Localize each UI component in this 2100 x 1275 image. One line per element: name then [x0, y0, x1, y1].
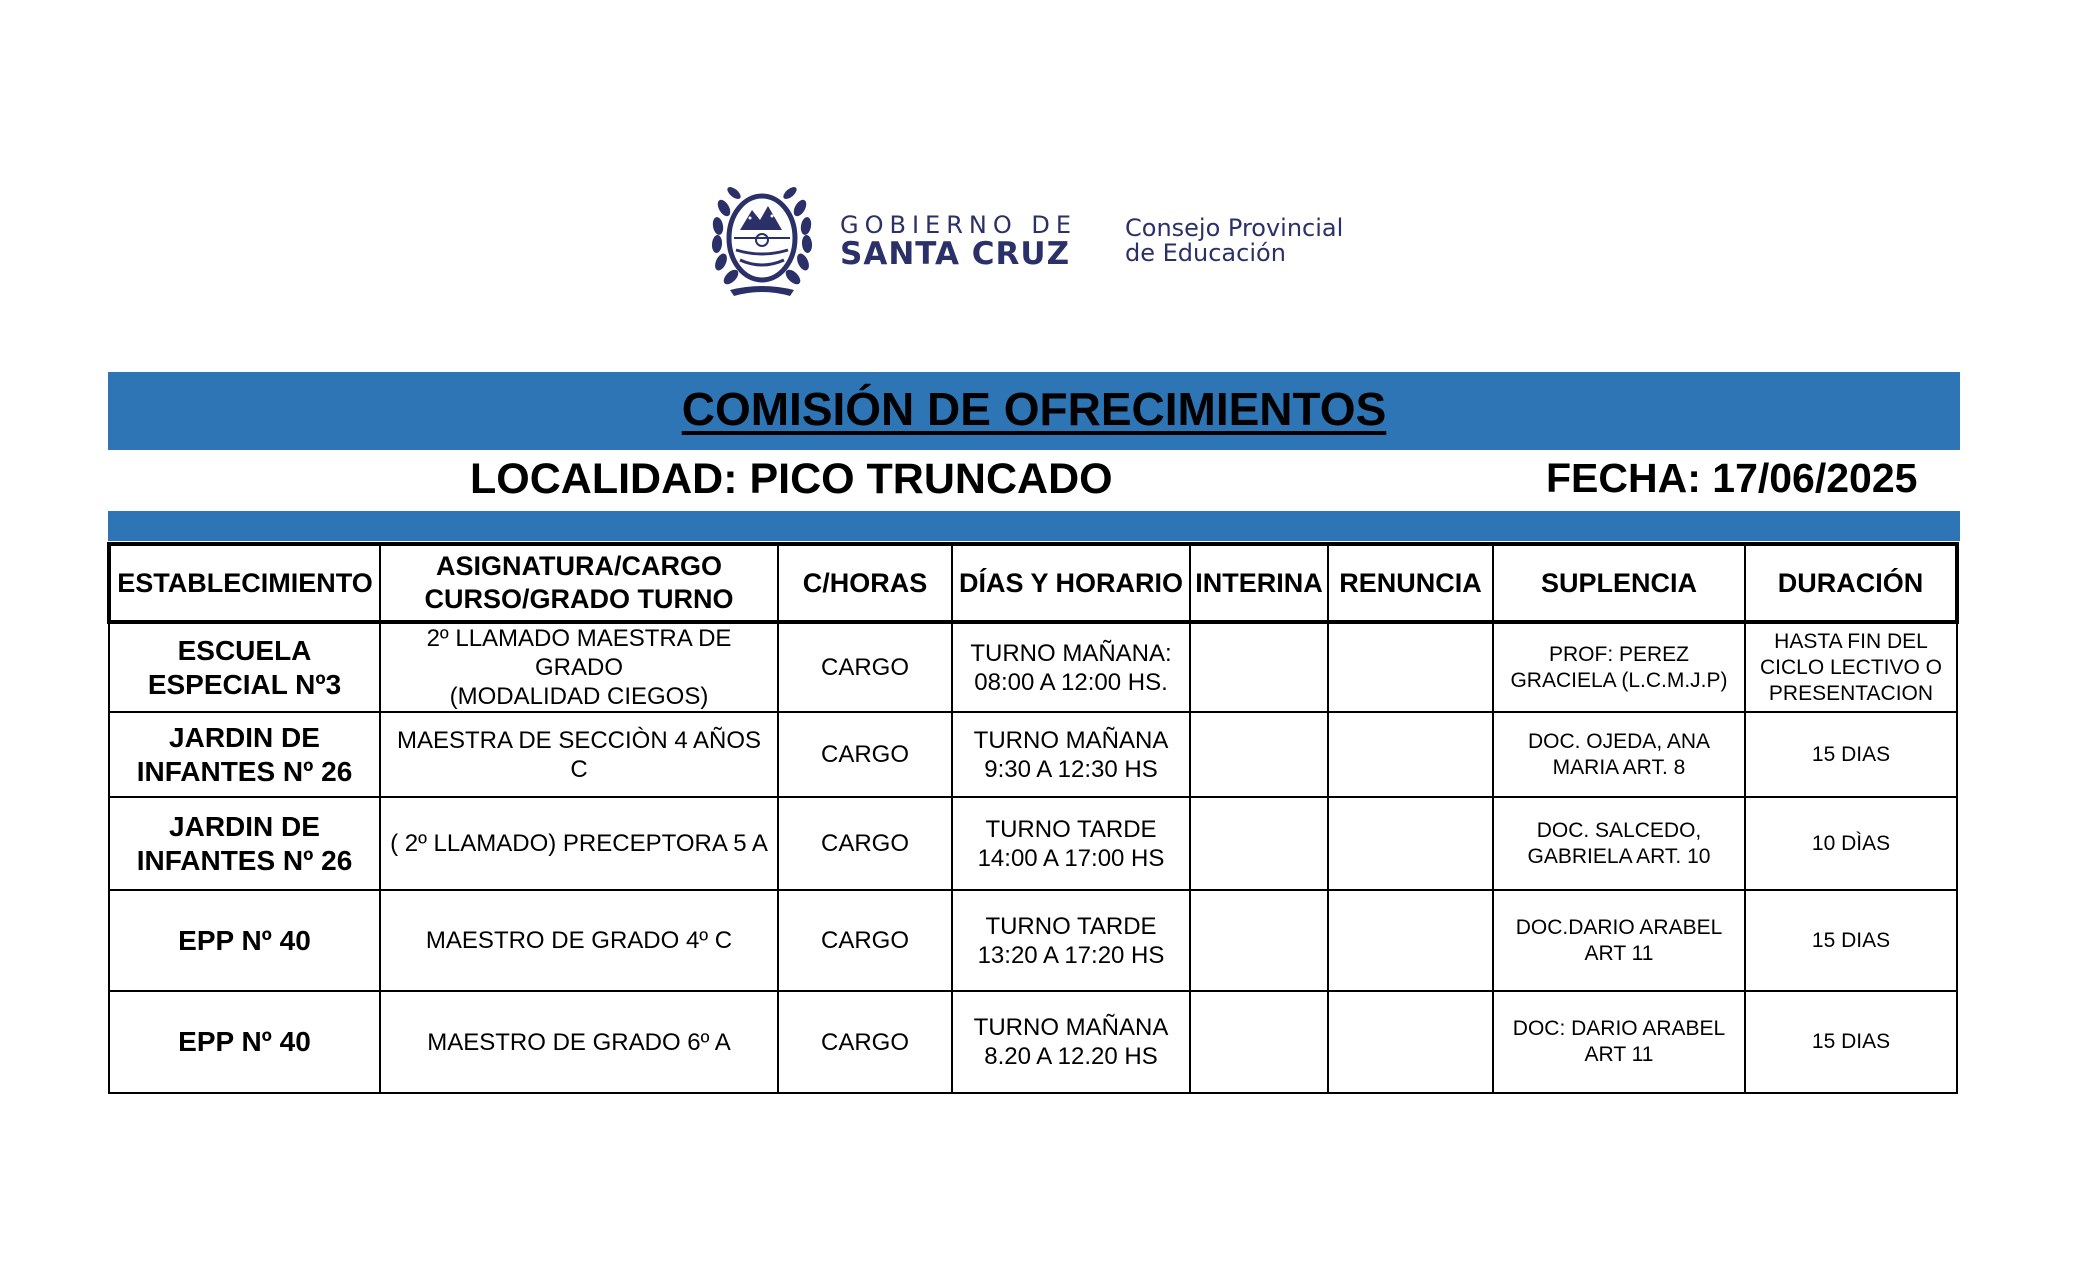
gobierno-line2: SANTA CRUZ: [840, 236, 1071, 272]
cell-choras: CARGO: [778, 890, 952, 991]
suplencia-line1: DOC. SALCEDO,: [1536, 818, 1702, 842]
cell-duracion: 15 DIAS: [1745, 991, 1957, 1093]
header-duracion: DURACIÓN: [1745, 544, 1957, 622]
cell-interina: [1190, 622, 1328, 712]
cell-choras: CARGO: [778, 797, 952, 890]
fecha-label: FECHA: 17/06/2025: [1546, 455, 1918, 501]
cell-asignatura: [380, 622, 778, 712]
dias-line1: TURNO MAÑANA: [973, 726, 1169, 754]
establecimiento-line1: JARDIN DE: [169, 721, 320, 753]
cell-establecimiento: [109, 797, 380, 890]
header-renuncia: RENUNCIA: [1328, 544, 1493, 622]
cell-dias: [952, 991, 1190, 1093]
establecimiento-line1: JARDIN DE: [169, 810, 320, 842]
header-establecimiento: ESTABLECIMIENTO: [109, 544, 380, 622]
cell-suplencia: [1493, 622, 1745, 712]
header-asignatura: [380, 544, 778, 622]
header-divider-bar: [108, 511, 1960, 541]
localidad-label: LOCALIDAD: PICO TRUNCADO: [470, 455, 1113, 503]
establecimiento-line2: ESPECIAL Nº3: [147, 668, 342, 700]
dias-line2: 13:20 A 17:20 HS: [977, 941, 1165, 969]
cell-renuncia: [1328, 991, 1493, 1093]
page-title: COMISIÓN DE OFRECIMIENTOS: [681, 383, 1387, 435]
header-dias: DÍAS Y HORARIO: [952, 544, 1190, 622]
dias-line2: 9:30 A 12:30 HS: [984, 755, 1158, 783]
suplencia-line1: DOC.DARIO ARABEL: [1515, 915, 1723, 939]
cell-renuncia: [1328, 622, 1493, 712]
suplencia-line2: ART 11: [1584, 941, 1654, 965]
suplencia-line2: GRACIELA (L.C.M.J.P): [1510, 668, 1728, 692]
consejo-label: [1125, 216, 1343, 266]
cell-interina: [1190, 712, 1328, 797]
asignatura-line1: 2º LLAMADO MAESTRA DE GRADO: [426, 625, 732, 681]
header-asignatura-line2: CURSO/GRADO TURNO: [424, 584, 734, 614]
table-row: [109, 622, 1957, 712]
cell-asignatura: MAESTRO DE GRADO 4º C: [380, 890, 778, 991]
cell-establecimiento: EPP Nº 40: [109, 890, 380, 991]
cell-suplencia: [1493, 797, 1745, 890]
cell-establecimiento: [109, 712, 380, 797]
table-row: [109, 991, 1957, 1093]
header-suplencia: SUPLENCIA: [1493, 544, 1745, 622]
suplencia-line1: DOC: DARIO ARABEL: [1512, 1017, 1726, 1040]
establecimiento-line2: INFANTES Nº 26: [136, 844, 353, 876]
cell-establecimiento: [109, 622, 380, 712]
cell-dias: [952, 712, 1190, 797]
dias-line1: TURNO MAÑANA: [973, 1014, 1169, 1041]
consejo-line1: Consejo Provincial: [1125, 214, 1344, 242]
duracion-line2: CICLO LECTIVO O: [1759, 655, 1943, 679]
cell-asignatura: ( 2º LLAMADO) PRECEPTORA 5 A: [380, 797, 778, 890]
ofrecimientos-table: [107, 542, 1959, 1094]
table-row: [109, 797, 1957, 890]
table-row: [109, 712, 1957, 797]
table-header-row: [109, 544, 1957, 622]
gobierno-line1: GOBIERNO DE: [840, 211, 1077, 239]
cell-suplencia: [1493, 991, 1745, 1093]
dias-line1: TURNO MAÑANA:: [970, 639, 1172, 667]
duracion-line1: HASTA FIN DEL: [1774, 629, 1928, 653]
cell-interina: [1190, 797, 1328, 890]
dias-line1: TURNO TARDE: [985, 912, 1157, 940]
cell-suplencia: [1493, 712, 1745, 797]
suplencia-line2: ART 11: [1584, 1043, 1654, 1066]
header-interina: INTERINA: [1190, 544, 1328, 622]
cell-interina: [1190, 991, 1328, 1093]
cell-duracion: 10 DÌAS: [1745, 797, 1957, 890]
duracion-line3: PRESENTACION: [1768, 681, 1934, 705]
header-asignatura-line1: ASIGNATURA/CARGO: [436, 551, 722, 581]
establecimiento-line1: ESCUELA: [177, 634, 312, 666]
dias-line1: TURNO TARDE: [985, 815, 1157, 843]
title-bar: [108, 372, 1960, 450]
cell-duracion: 15 DIAS: [1745, 890, 1957, 991]
suplencia-line2: MARIA ART. 8: [1552, 755, 1686, 779]
consejo-line2: de Educación: [1125, 239, 1286, 267]
suplencia-line1: PROF: PEREZ: [1548, 642, 1690, 666]
provincial-seal-icon: [710, 178, 814, 298]
cell-choras: CARGO: [778, 712, 952, 797]
cell-dias: [952, 797, 1190, 890]
suplencia-line2: GABRIELA ART. 10: [1527, 844, 1711, 868]
establecimiento-line2: INFANTES Nº 26: [136, 755, 353, 787]
cell-duracion: 15 DIAS: [1745, 712, 1957, 797]
cell-asignatura: MAESTRA DE SECCIÒN 4 AÑOS C: [380, 712, 778, 797]
suplencia-line1: DOC. OJEDA, ANA: [1527, 729, 1711, 753]
header-logo: [710, 178, 1370, 298]
cell-asignatura: MAESTRO DE GRADO 6º A: [380, 991, 778, 1093]
dias-line2: 14:00 A 17:00 HS: [977, 844, 1165, 872]
table-row: [109, 890, 1957, 991]
cell-dias: [952, 622, 1190, 712]
cell-establecimiento: EPP Nº 40: [109, 991, 380, 1093]
cell-renuncia: [1328, 890, 1493, 991]
header-choras: C/HORAS: [778, 544, 952, 622]
dias-line2: 08:00 A 12:00 HS.: [974, 668, 1168, 696]
cell-suplencia: [1493, 890, 1745, 991]
asignatura-line2: (MODALIDAD CIEGOS): [449, 683, 709, 710]
cell-renuncia: [1328, 712, 1493, 797]
cell-choras: CARGO: [778, 622, 952, 712]
cell-duracion: [1745, 622, 1957, 712]
dias-line2: 8.20 A 12.20 HS: [984, 1043, 1158, 1070]
cell-interina: [1190, 890, 1328, 991]
cell-renuncia: [1328, 797, 1493, 890]
cell-choras: CARGO: [778, 991, 952, 1093]
cell-dias: [952, 890, 1190, 991]
